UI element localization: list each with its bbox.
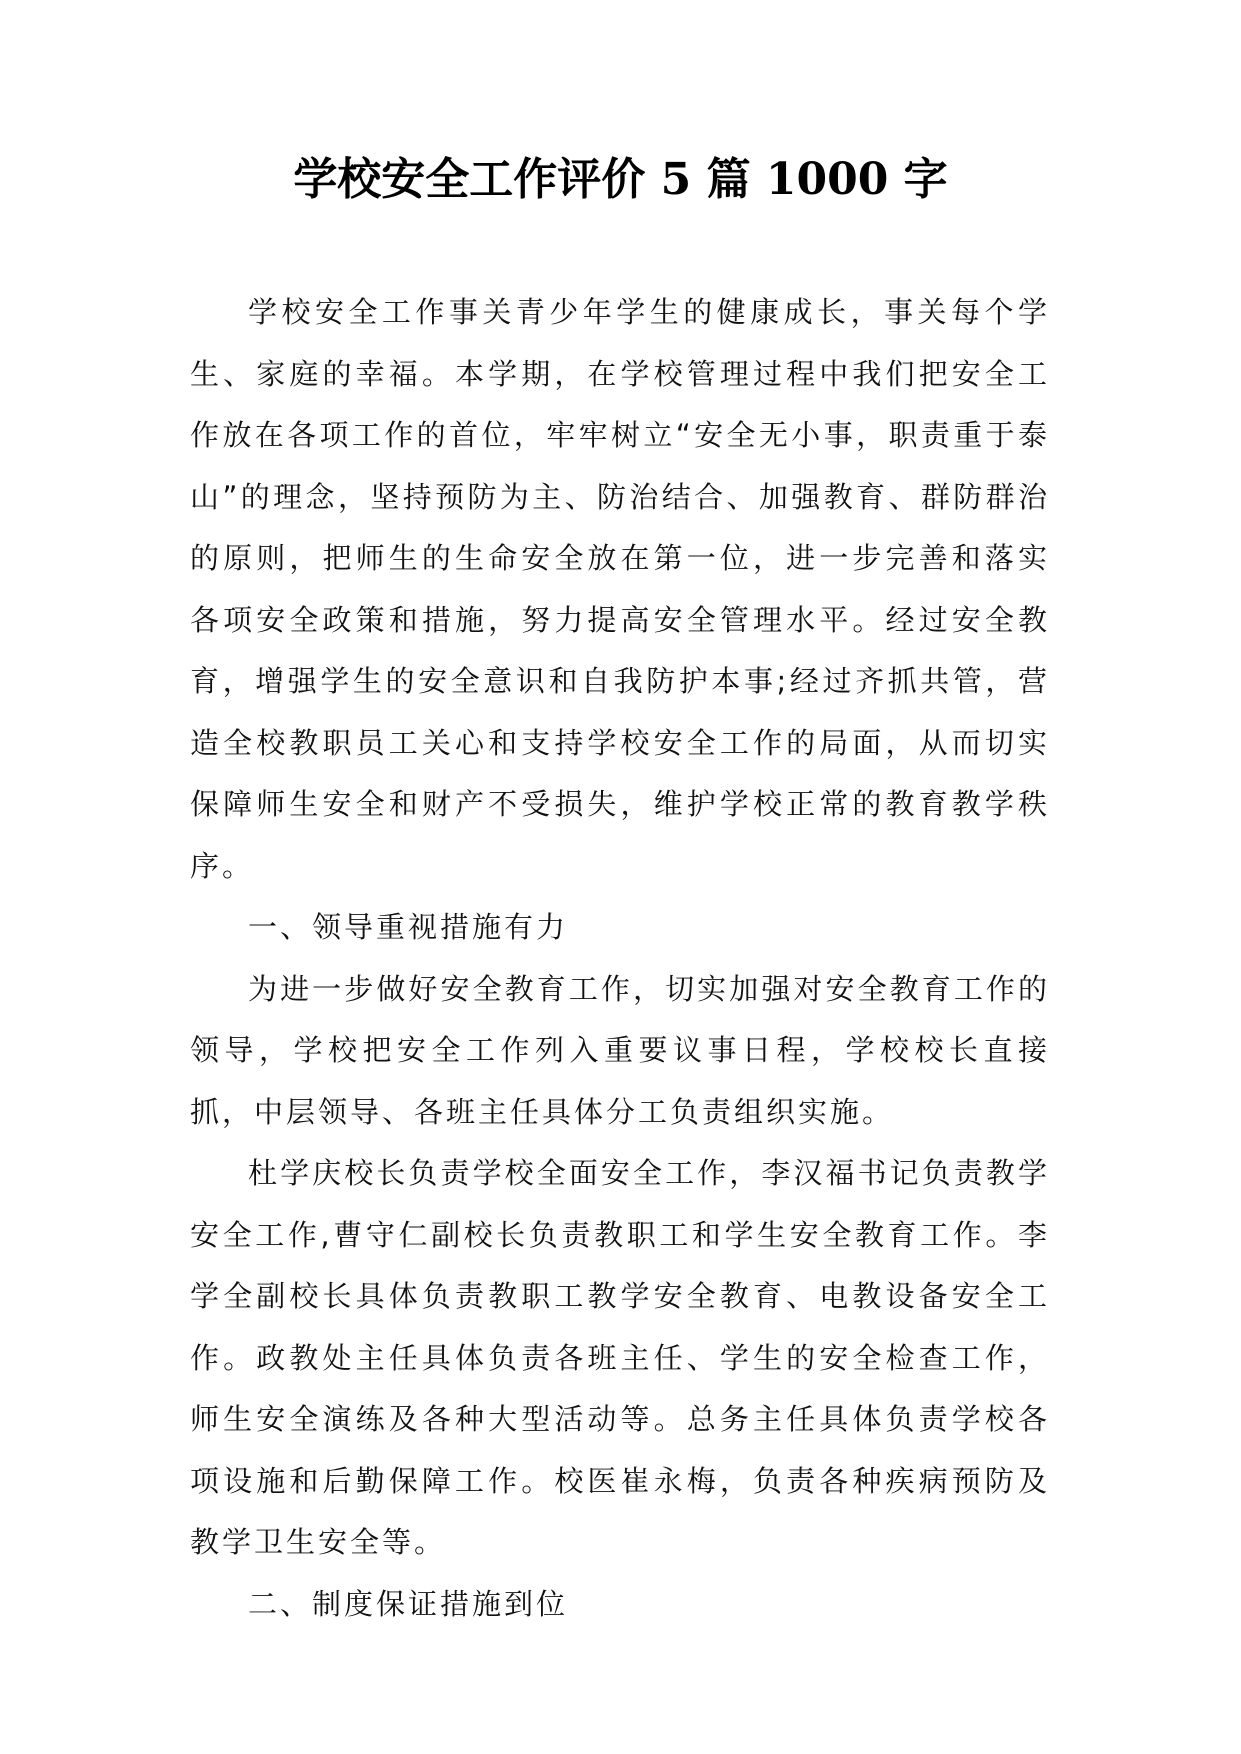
paragraph-responsibilities: 杜学庆校长负责学校全面安全工作，李汉福书记负责教学安全工作,曹守仁副校长负责教职工和学生安全教育工作。李学全副校长具体负责教职工教学安全教育、电教设备安全工作。政教处主任具体负责各班主任、学生的安全检查工作，师生安全演练及各种大型活动等。总务主任具体负责学校各项设施和后勤保障工作。校医崔永梅，负责各种疾病预防及教学卫生安全等。 <box>190 1156 1050 1559</box>
document-body <box>190 282 1050 1635</box>
document-title: 学校安全工作评价 5 篇 1000 字 <box>293 154 948 205</box>
section-heading-2: 二、制度保证措施到位 <box>248 1586 569 1621</box>
paragraph-leadership: 为进一步做好安全教育工作，切实加强对安全教育工作的领导，学校把安全工作列入重要议事日程，学校校长直接抓，中层领导、各班主任具体分工负责组织实施。 <box>190 971 1050 1129</box>
section-heading-1: 一、领导重视措施有力 <box>248 910 569 944</box>
paragraph-intro: 学校安全工作事关青少年学生的健康成长，事关每个学生、家庭的幸福。本学期，在学校管理过程中我们把安全工作放在各项工作的首位，牢牢树立“安全无小事，职责重于泰山”的理念，坚持预防为主、防治结合、加强教育、群防群治的原则，把师生的生命安全放在第一位，进一步完善和落实各项安全政策和措施，努力提高安全管理水平。经过安全教育，增强学生的安全意识和自我防护本事;经过齐抓共管，营造全校教职员工关心和支持学校安全工作的局面，从而切实保障师生安全和财产不受损失，维护学校正常的教育教学秩序。 <box>190 295 1050 883</box>
